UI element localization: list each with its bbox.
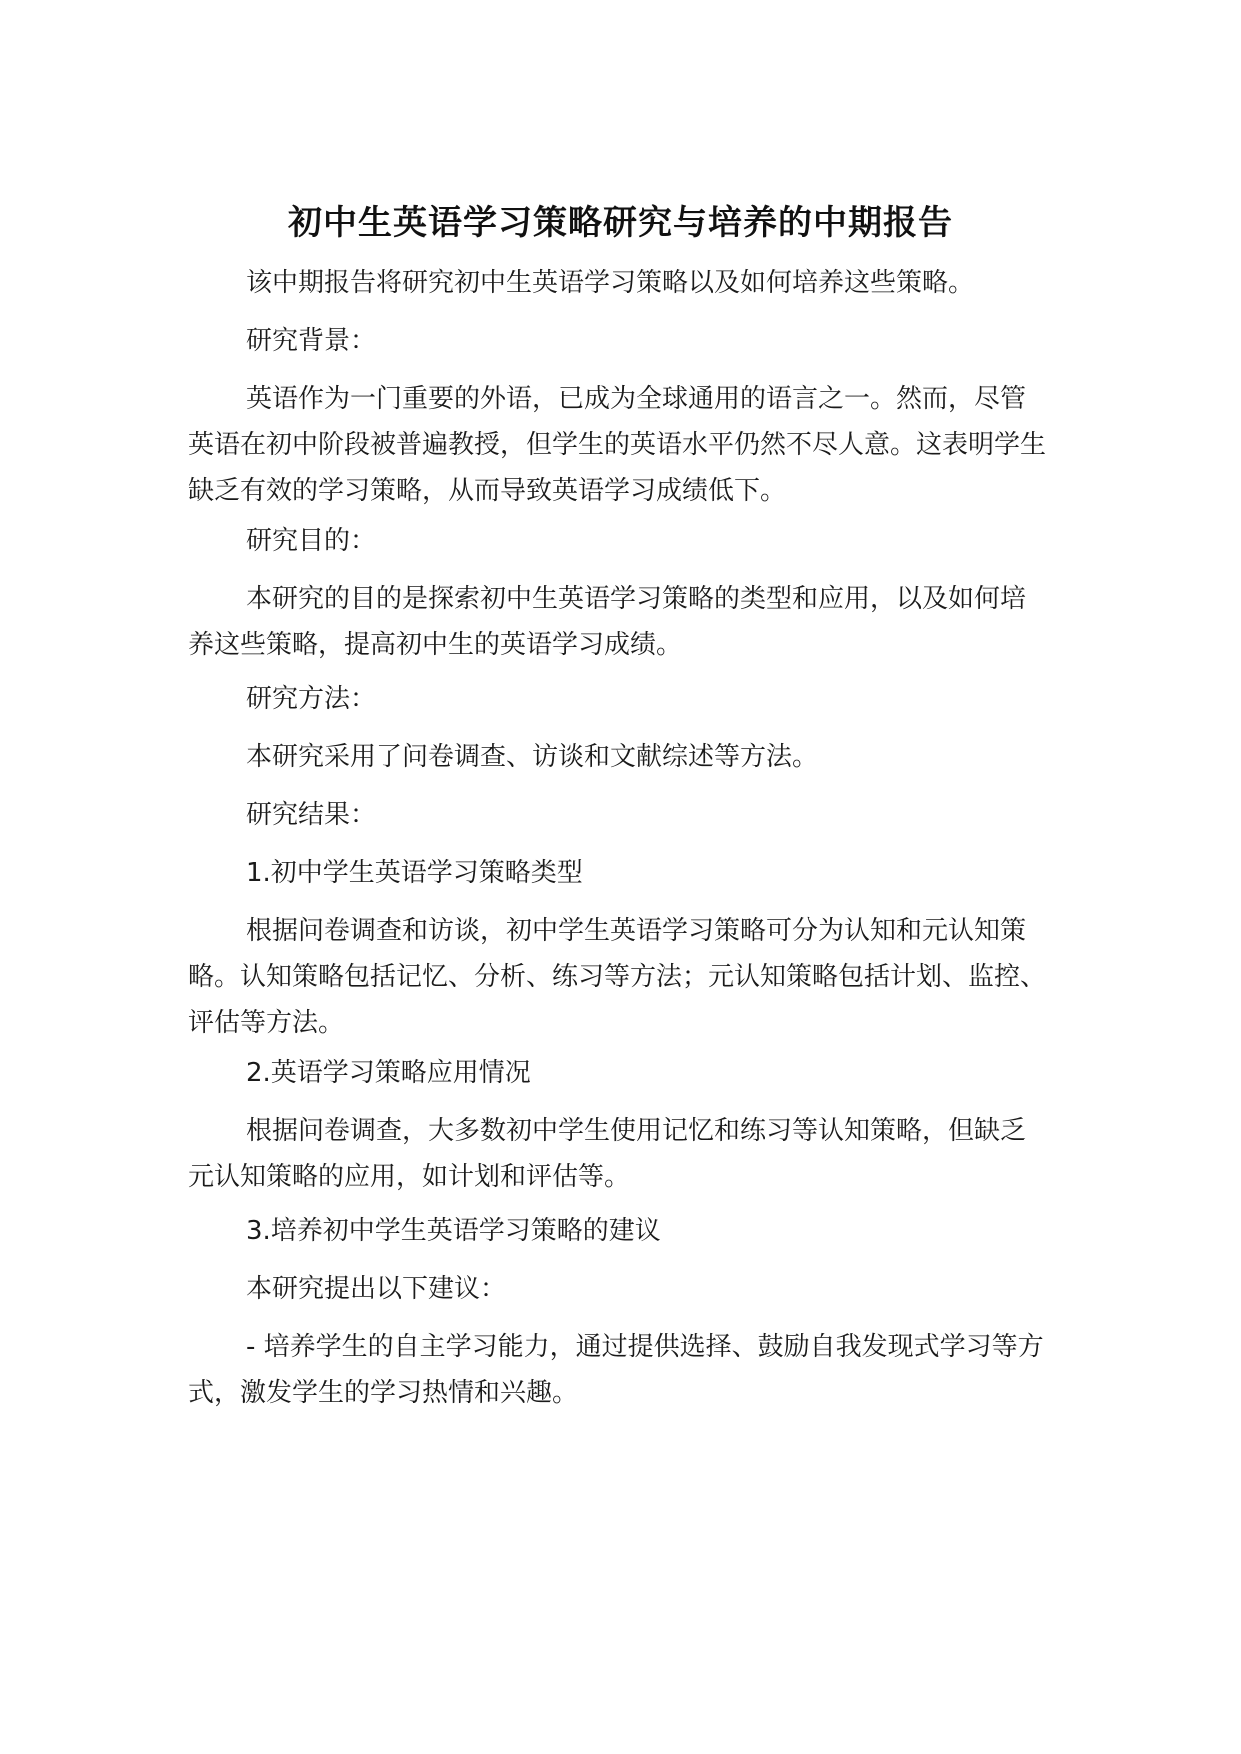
result-item-2-paragraph: 根据问卷调查，大多数初中学生使用记忆和练习等认知策略，但缺乏元认知策略的应用，如计划和评估等。 bbox=[188, 1116, 1027, 1192]
purpose-paragraph: 本研究的目的是探索初中生英语学习策略的类型和应用，以及如何培养这些策略，提高初中生的英语学习成绩。 bbox=[188, 584, 1027, 660]
suggestion-item: - 培养学生的自主学习能力，通过提供选择、鼓励自我发现式学习等方式，激发学生的学习热情和兴趣。 bbox=[188, 1332, 1044, 1408]
heading-purpose: 研究目的： bbox=[246, 526, 377, 556]
result-item-1-paragraph: 根据问卷调查和访谈，初中学生英语学习策略可分为认知和元认知策略。认知策略包括记忆、分析、练习等方法；元认知策略包括计划、监控、评估等方法。 bbox=[188, 916, 1047, 1038]
background-paragraph: 英语作为一门重要的外语，已成为全球通用的语言之一。然而，尽管英语在初中阶段被普遍教授，但学生的英语水平仍然不尽人意。这表明学生缺乏有效的学习策略，从而导致英语学习成绩低下。 bbox=[188, 384, 1047, 506]
heading-results: 研究结果： bbox=[246, 800, 377, 830]
result-item-1-heading: 1.初中学生英语学习策略类型 bbox=[246, 858, 583, 888]
heading-background: 研究背景： bbox=[246, 326, 377, 356]
heading-method: 研究方法： bbox=[246, 684, 377, 714]
result-item-2-heading: 2.英语学习策略应用情况 bbox=[246, 1058, 531, 1088]
result-item-3-heading: 3.培养初中学生英语学习策略的建议 bbox=[246, 1216, 661, 1246]
intro-paragraph: 该中期报告将研究初中生英语学习策略以及如何培养这些策略。 bbox=[246, 268, 975, 298]
document-title: 初中生英语学习策略研究与培养的中期报告 bbox=[288, 202, 953, 243]
suggestions-intro: 本研究提出以下建议： bbox=[246, 1274, 507, 1304]
method-paragraph: 本研究采用了问卷调查、访谈和文献综述等方法。 bbox=[246, 742, 819, 772]
